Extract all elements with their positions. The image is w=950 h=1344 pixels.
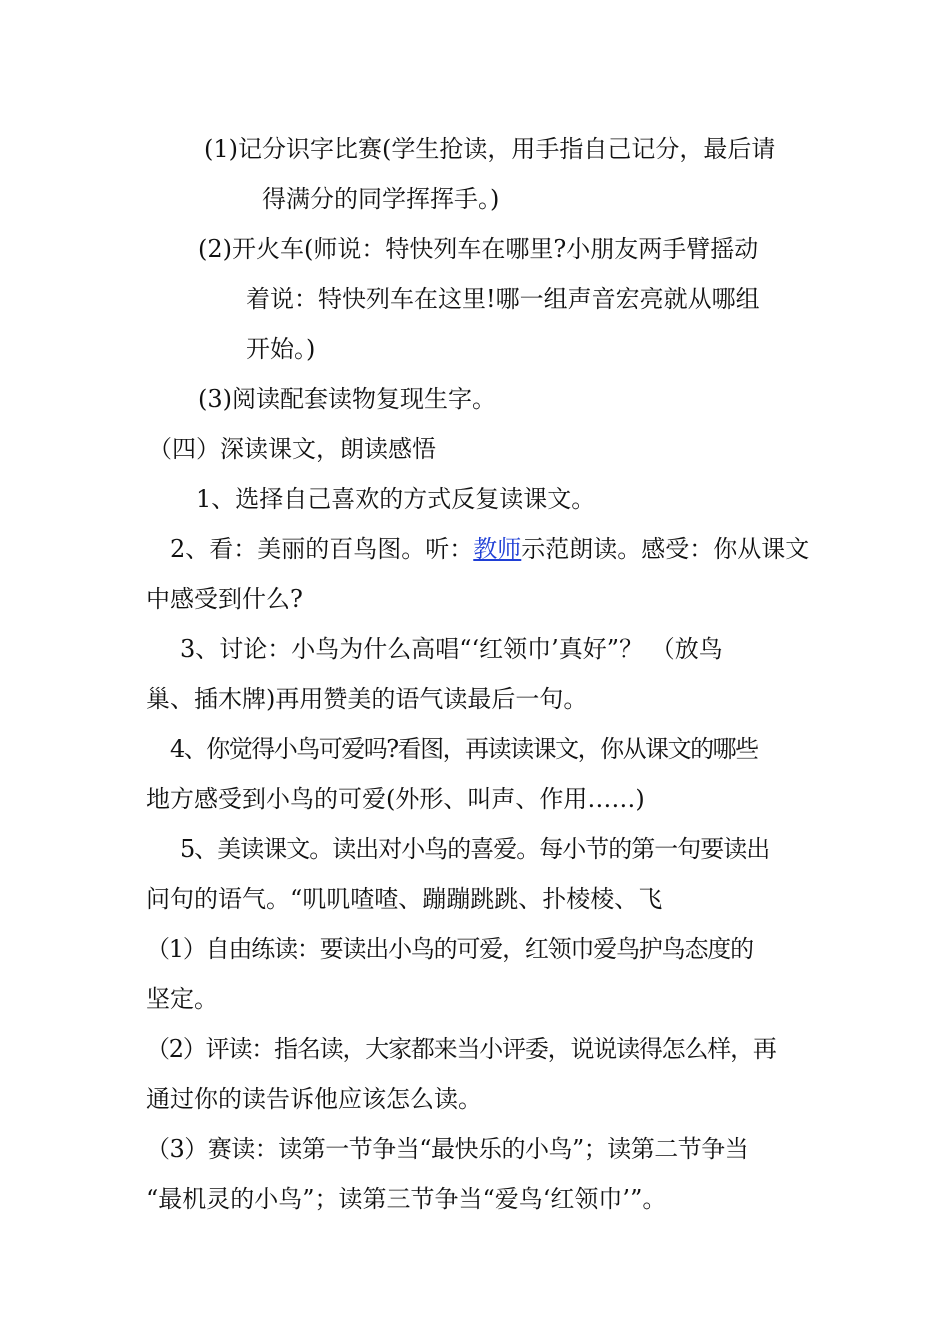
text-line: （3）赛读：读第一节争当“最快乐的小鸟”；读第二节争当 (146, 1135, 749, 1163)
text-line: (2)开火车(师说：特快列车在哪里?小朋友两手臂摇动 (198, 235, 759, 263)
text-segment: 2、看：美丽的百鸟图。听： (170, 535, 474, 563)
text-line: （1）自由练读：要读出小鸟的可爱，红领巾爱鸟护鸟态度的 (146, 935, 753, 963)
text-line: 1、选择自己喜欢的方式反复读课文。 (196, 485, 596, 513)
text-line: 坚定。 (146, 985, 218, 1013)
text-line: 中感受到什么? (146, 585, 303, 613)
section-heading: （四）深读课文，朗读感悟 (148, 435, 436, 463)
text-line: 得满分的同学挥挥手。) (262, 185, 500, 213)
text-line: （2）评读：指名读，大家都来当小评委，说说读得怎么样，再 (146, 1035, 776, 1063)
text-line: “最机灵的小鸟”；读第三节争当“爱鸟‘红领巾’”。 (146, 1185, 667, 1213)
text-line: 开始。) (246, 335, 316, 363)
text-line: 3、讨论：小鸟为什么高唱“‘红领巾’真好”？ （放鸟 (180, 635, 723, 663)
text-line: (1)记分识字比赛(学生抢读，用手指自己记分，最后请 (204, 135, 776, 163)
teacher-link[interactable]: 教师 (473, 535, 522, 563)
text-line-with-link (170, 534, 809, 564)
text-line: 问句的语气。“叽叽喳喳、蹦蹦跳跳、扑棱棱、飞 (146, 885, 663, 913)
text-line: 巢、插木牌)再用赞美的语气读最后一句。 (146, 685, 588, 713)
text-line: 4、你觉得小鸟可爱吗?看图，再读读课文，你从课文的哪些 (170, 735, 758, 763)
text-segment: 示范朗读。感受：你从课文 (521, 535, 810, 563)
text-line: 通过你的读告诉他应该怎么读。 (146, 1085, 482, 1113)
text-line: (3)阅读配套读物复现生字。 (198, 385, 496, 413)
text-line: 5、美读课文。读出对小鸟的喜爱。每小节的第一句要读出 (180, 835, 770, 863)
text-line: 地方感受到小鸟的可爱(外形、叫声、作用……) (146, 785, 645, 813)
text-line: 着说：特快列车在这里!哪一组声音宏亮就从哪组 (246, 285, 760, 313)
